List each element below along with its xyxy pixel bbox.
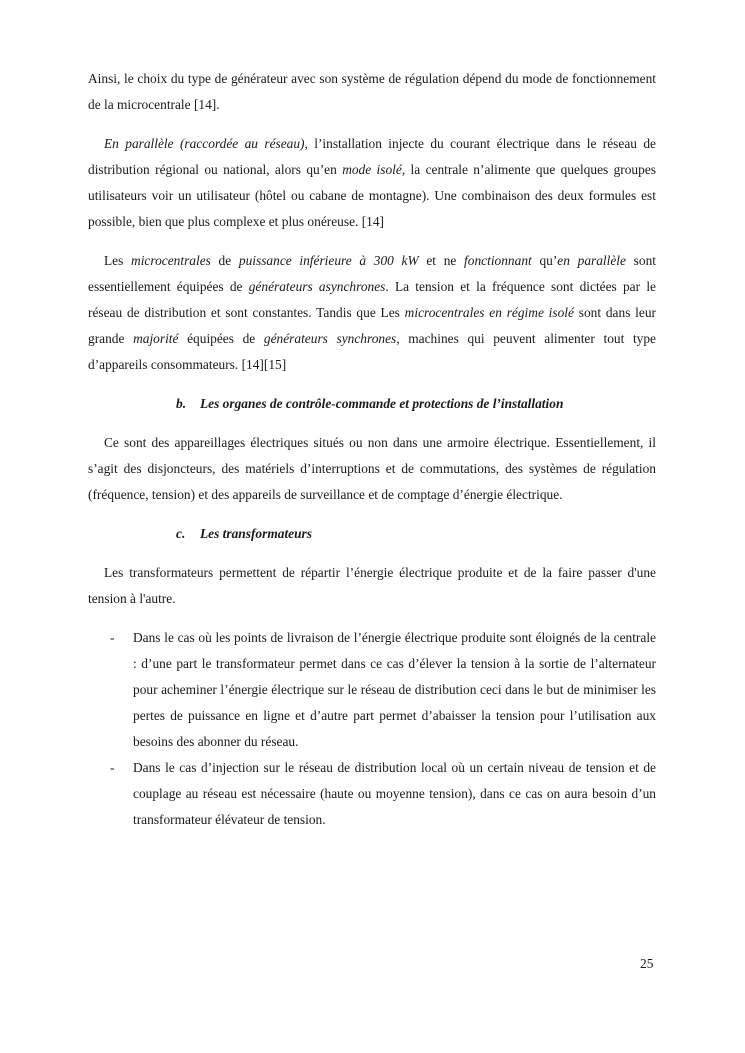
document-page (88, 66, 656, 833)
paragraph-intro: Ainsi, le choix du type de générateur avec son système de régulation dépend du mode de fonctionnement de la microcentrale [14]. (88, 71, 656, 112)
paragraph-transformers: Les transformateurs permettent de répartir l’énergie électrique produite et de la faire passer d'une tension à l'autre. (88, 565, 656, 606)
section-heading-b (88, 391, 656, 417)
list-item (88, 625, 656, 755)
section-heading-c (88, 521, 656, 547)
paragraph-generators: Les microcentrales de puissance inférieure à 300 kW et ne fonctionnant qu’en parallèle sont essentiellement équipées de générateurs asynchrones. La tension et la fréquence sont dictées par le réseau de distribution et sont constantes. Tandis que Les microcentrales en régime isolé sont dans leur grande majorité équipées de générateurs synchrones, machines qui peuvent alimenter tout type d’appareils consommateurs. [14][15] (88, 253, 657, 372)
heading-c-text: Les transformateurs (200, 526, 312, 541)
term-en-parallele: En parallèle (raccordée au réseau) (104, 136, 305, 151)
paragraph-modes: En parallèle (raccordée au réseau), l’installation injecte du courant électrique dans le réseau de distribution régional ou national, alors qu’en mode isolé, la centrale n’alimente que quelques groupes utilisateurs voir un utilisateur (hôtel ou cabane de montagne). Une combinaison des deux formules est possible, bien que plus complexe et plus onéreuse. [14] (88, 136, 656, 229)
heading-c-marker: c. (176, 526, 186, 541)
heading-b-marker: b. (176, 396, 187, 411)
bullet-dash: - (110, 760, 115, 775)
paragraph-control: Ce sont des appareillages électriques situés ou non dans une armoire électrique. Essentiellement, il s’agit des disjoncteurs, des matériels d’interruptions et de commutations, des systèmes de régulation (fréquence, tension) et des appareils de surveillance et de comptage d’énergie électrique. (88, 435, 656, 502)
heading-b-text: Les organes de contrôle-commande et protections de l’installation (200, 396, 564, 411)
list-item-text: Dans le cas d’injection sur le réseau de distribution local où un certain niveau de tension et de couplage au réseau est nécessaire (haute ou moyenne tension), dans ce cas on aura besoin d’un transformateur élévateur de tension. (133, 760, 656, 827)
list-item-text: Dans le cas où les points de livraison de l’énergie électrique produite sont éloignés de la centrale : d’une part le transformateur permet dans ce cas d’élever la tension à la sortie de l’alternateur pour acheminer l’énergie électrique sur le réseau de distribution ceci dans le but de minimiser les pertes de puissance en ligne et d’autre part permet d’abaisser la tension pour l’utilisation aux besoins des abonner du réseau. (133, 630, 656, 749)
list-item (88, 755, 656, 833)
term-mode-isole: mode isolé (342, 162, 402, 177)
bullet-list (88, 625, 656, 833)
page-number: 25 (640, 956, 654, 971)
bullet-dash: - (110, 630, 115, 645)
